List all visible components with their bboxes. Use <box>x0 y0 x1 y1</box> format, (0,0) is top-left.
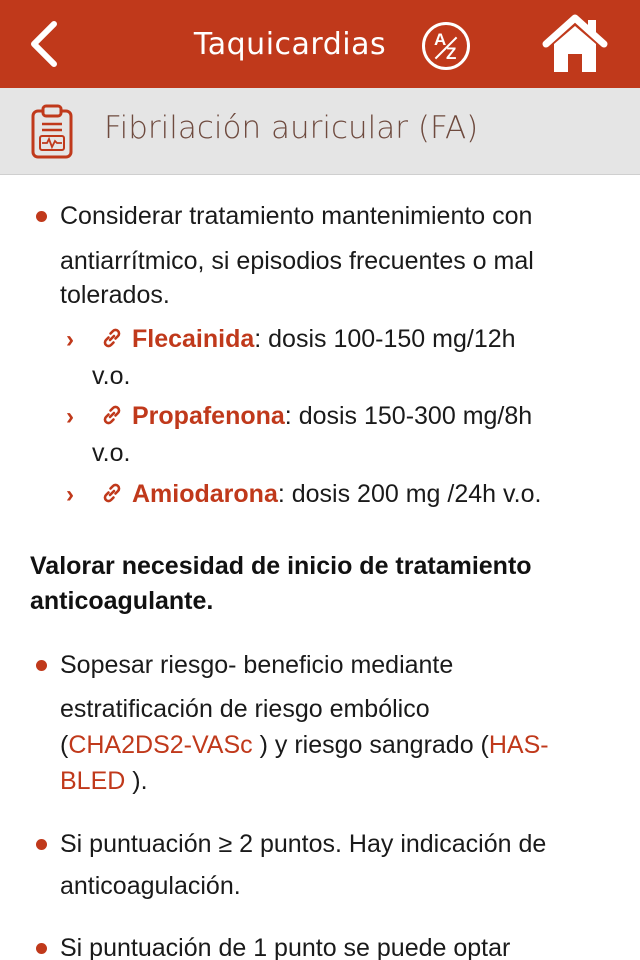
drug-item-propafenona[interactable] <box>66 398 606 472</box>
clipboard-ecg-icon <box>30 104 74 160</box>
drug-link[interactable]: Flecainida <box>132 325 255 353</box>
section-subheading <box>30 549 620 619</box>
bullet-dot <box>36 211 47 222</box>
link-icon <box>100 326 124 350</box>
paragraph-maintenance <box>60 198 620 235</box>
link-icon <box>100 403 124 427</box>
section-title: Fibrilación auricular (FA) <box>104 110 479 146</box>
text-line: estratificación de riesgo embólico <box>60 695 430 723</box>
drug-dose: : dosis 100-150 mg/12h <box>254 325 516 353</box>
az-letter-a: A <box>434 30 447 49</box>
has-bled-link-part1[interactable]: HAS- <box>488 731 549 759</box>
cha2ds2-vasc-link[interactable]: CHA2DS2-VASc <box>68 731 253 759</box>
text-line: tolerados. <box>60 281 170 309</box>
top-bar <box>0 0 640 88</box>
az-index-button[interactable] <box>422 22 470 70</box>
text-line <box>60 763 620 799</box>
paragraph-score-2 <box>60 826 620 863</box>
paragraph-risk <box>60 647 620 684</box>
link-icon <box>100 481 124 505</box>
bullet-dot <box>36 839 47 850</box>
paren-open: ( <box>60 731 69 759</box>
home-button[interactable] <box>540 12 610 76</box>
section-header <box>0 88 640 175</box>
text-fragment: ). <box>125 767 148 795</box>
text-line: antiarrítmico, si episodios frecuentes o mal <box>60 247 534 275</box>
drug-item-flecainida[interactable] <box>66 321 606 395</box>
text-line: Si puntuación ≥ 2 puntos. Hay indicación de <box>60 830 547 858</box>
drug-link[interactable]: Propafenona <box>132 402 285 430</box>
content-area <box>0 176 640 960</box>
paragraph-risk-cont <box>60 691 620 799</box>
bullet-dot <box>36 943 47 954</box>
chevron-right-icon: › <box>66 326 74 353</box>
az-letter-z: Z <box>446 44 457 63</box>
drug-link[interactable]: Amiodarona <box>132 480 278 508</box>
drug-item-amiodarona[interactable] <box>66 476 606 513</box>
bullet-dot <box>36 660 47 671</box>
page-title: Taquicardias <box>193 26 387 62</box>
drug-dose-cont: v.o. <box>92 439 131 467</box>
text-fragment: ) y riesgo sangrado ( <box>252 731 489 759</box>
text-line: Sopesar riesgo- beneficio mediante <box>60 651 454 679</box>
drug-dose: : dosis 150-300 mg/8h <box>284 402 533 430</box>
heading-line: Valorar necesidad de inicio de tratamiento <box>30 552 532 580</box>
heading-line: anticoagulante. <box>30 587 214 615</box>
chevron-right-icon: › <box>66 481 74 508</box>
text-line: Considerar tratamiento mantenimiento con <box>60 202 533 230</box>
text-line: Si puntuación de 1 punto se puede optar <box>60 934 511 960</box>
home-icon <box>540 12 610 76</box>
chevron-right-icon: › <box>66 403 74 430</box>
paragraph-score-1 <box>60 930 620 960</box>
has-bled-link-part2[interactable]: BLED <box>60 767 126 795</box>
drug-dose-cont: v.o. <box>92 362 131 390</box>
paragraph-maintenance-cont <box>60 243 620 314</box>
text-line: anticoagulación. <box>60 872 241 900</box>
drug-dose: : dosis 200 mg /24h v.o. <box>277 480 542 508</box>
paragraph-score-2-cont <box>60 868 620 905</box>
text-line <box>60 727 620 763</box>
